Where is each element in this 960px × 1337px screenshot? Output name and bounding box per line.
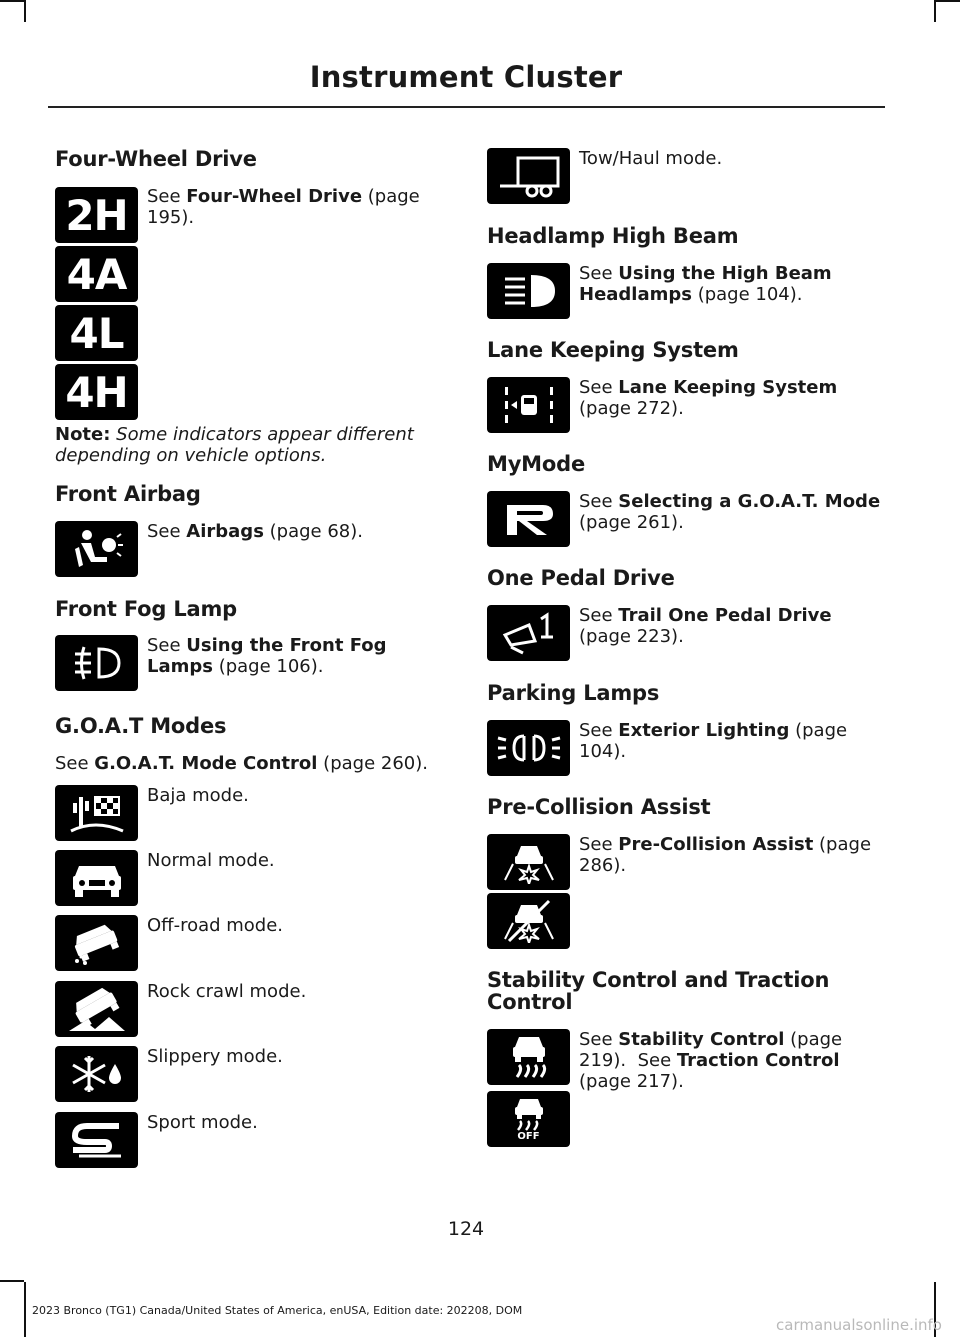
header-rule <box>48 106 885 108</box>
heading-parking-lamps: Parking Lamps <box>487 681 660 705</box>
one-pedal-drive-icon <box>487 605 570 661</box>
note: Note: Some indicators appear different depending on vehicle options. <box>55 424 414 466</box>
high-beam-headlamps-link[interactable]: Using the High Beam Headlamps <box>579 263 832 305</box>
sport-mode-label: Sport mode. <box>147 1112 258 1133</box>
crop-mark <box>0 1280 24 1282</box>
heading-four-wheel-drive: Four-Wheel Drive <box>55 147 257 171</box>
heading-headlamp-high-beam: Headlamp High Beam <box>487 224 739 248</box>
4wd-4a-icon: 4A <box>55 246 138 302</box>
rock-crawl-mode-label: Rock crawl mode. <box>147 981 307 1002</box>
stability-control-icon <box>487 1029 570 1085</box>
4wd-4l-icon: 4L <box>55 305 138 361</box>
rock-crawl-mode-icon <box>55 981 138 1037</box>
sport-mode-icon <box>55 1112 138 1168</box>
heading-goat-modes: G.O.A.T Modes <box>55 714 227 738</box>
normal-mode-icon <box>55 850 138 906</box>
heading-stability-control: Stability Control and Traction Control <box>487 968 830 1014</box>
pre-collision-assist-link[interactable]: Pre-Collision Assist <box>618 834 814 855</box>
heading-pre-collision-assist: Pre-Collision Assist <box>487 795 711 819</box>
page-title: Instrument Cluster <box>309 60 623 94</box>
airbags-link[interactable]: Airbags <box>186 521 264 542</box>
stability-control-link[interactable]: Stability Control <box>618 1029 785 1050</box>
fog-text: See Using the Front Fog Lamps (page 106). <box>147 635 387 677</box>
page-number: 124 <box>447 1218 485 1240</box>
lane-keeping-system-link[interactable]: Lane Keeping System <box>618 377 838 398</box>
off-label: OFF <box>517 1130 540 1142</box>
pre-collision-text: See Pre-Collision Assist (page 286). <box>579 834 872 876</box>
normal-mode-label: Normal mode. <box>147 850 275 871</box>
slippery-mode-icon <box>55 1046 138 1102</box>
crop-mark <box>24 0 26 22</box>
high-beam-text: See Using the High Beam Headlamps (page 104). <box>579 263 832 305</box>
goat-text: See G.O.A.T. Mode Control (page 260). <box>55 753 428 774</box>
heading-front-fog-lamp: Front Fog Lamp <box>55 597 238 621</box>
traction-control-off-icon <box>487 1091 570 1147</box>
crop-mark <box>0 0 24 2</box>
pre-collision-assist-icon <box>487 834 570 890</box>
front-fog-lamps-link[interactable]: Using the Front Fog Lamps <box>147 635 387 677</box>
mymode-text: See Selecting a G.O.A.T. Mode (page 261). <box>579 491 881 533</box>
heading-front-airbag: Front Airbag <box>55 482 201 506</box>
traction-control-link[interactable]: Traction Control <box>676 1050 840 1071</box>
high-beam-icon <box>487 263 570 319</box>
off-road-mode-label: Off-road mode. <box>147 915 284 936</box>
heading-lane-keeping-system: Lane Keeping System <box>487 338 739 362</box>
exterior-lighting-link[interactable]: Exterior Lighting <box>618 720 790 741</box>
watermark[interactable]: carmanualsonline.info <box>776 1316 942 1334</box>
lane-keeping-text: See Lane Keeping System (page 272). <box>579 377 838 419</box>
footer: 2023 Bronco (TG1) Canada/United States of America, enUSA, Edition date: 202208, DOM <box>32 1304 523 1317</box>
4wd-2h-icon: 2H <box>55 187 138 243</box>
mymode-icon <box>487 491 570 547</box>
lane-keeping-icon <box>487 377 570 433</box>
heading-mymode: MyMode <box>487 452 585 476</box>
one-pedal-text: See Trail One Pedal Drive (page 223). <box>579 605 832 647</box>
airbag-icon <box>55 521 138 577</box>
pre-collision-assist-off-icon <box>487 893 570 949</box>
four-wheel-drive-text: See Four-Wheel Drive (page 195). <box>147 186 420 228</box>
baja-mode-icon <box>55 785 138 841</box>
selecting-goat-mode-link[interactable]: Selecting a G.O.A.T. Mode <box>618 491 881 512</box>
parking-lamps-icon <box>487 720 570 776</box>
crop-mark <box>934 0 960 2</box>
crop-mark <box>24 1282 26 1337</box>
parking-lamps-text: See Exterior Lighting (page 104). <box>579 720 848 762</box>
tow-haul-icon <box>487 148 570 204</box>
four-wheel-drive-link[interactable]: Four-Wheel Drive <box>186 186 363 207</box>
airbag-text: See Airbags (page 68). <box>147 521 363 542</box>
goat-mode-control-link[interactable]: G.O.A.T. Mode Control <box>94 753 318 774</box>
off-road-mode-icon <box>55 915 138 971</box>
slippery-mode-label: Slippery mode. <box>147 1046 283 1067</box>
trail-one-pedal-drive-link[interactable]: Trail One Pedal Drive <box>618 605 832 626</box>
heading-one-pedal-drive: One Pedal Drive <box>487 566 675 590</box>
front-fog-lamp-icon <box>55 635 138 691</box>
crop-mark <box>934 0 936 22</box>
4wd-4h-icon: 4H <box>55 364 138 420</box>
stability-control-text: See Stability Control (page 219). See Traction Control (page 217). <box>579 1029 843 1092</box>
tow-haul-label: Tow/Haul mode. <box>579 148 723 169</box>
baja-mode-label: Baja mode. <box>147 785 249 806</box>
